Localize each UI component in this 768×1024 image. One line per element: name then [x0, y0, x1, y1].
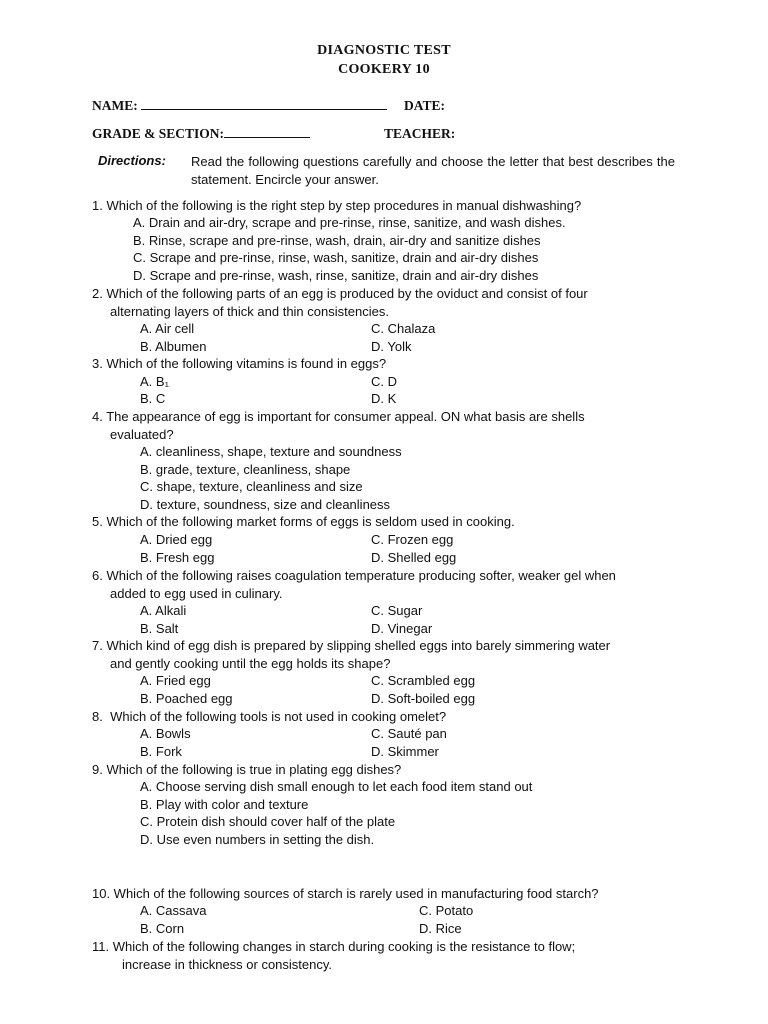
- option[interactable]: B. Play with color and texture: [140, 797, 309, 812]
- question-5: [92, 513, 676, 531]
- question-10: [92, 885, 676, 903]
- option[interactable]: C. Sauté pan: [371, 726, 447, 741]
- question-text-cont: increase in thickness or consistency.: [122, 956, 333, 972]
- option[interactable]: D. Shelled egg: [371, 550, 457, 565]
- option[interactable]: C. Protein dish should cover half of the plate: [140, 814, 396, 829]
- question-text: 11. Which of the following changes in starch during cooking is the resistance to flow;: [92, 939, 576, 954]
- option[interactable]: A. Drain and air-dry, scrape and pre-rinse, rinse, sanitize, and wash dishes.: [133, 215, 566, 230]
- option[interactable]: C. Scrape and pre-rinse, rinse, wash, sanitize, drain and air-dry dishes: [133, 250, 539, 265]
- question-2: [92, 285, 676, 320]
- question-text: 5. Which of the following market forms of eggs is seldom used in cooking.: [92, 514, 515, 529]
- option[interactable]: B. Corn: [140, 921, 185, 936]
- question-text: 6. Which of the following raises coagulation temperature producing softer, weaker gel when: [92, 568, 616, 583]
- option[interactable]: D. Yolk: [371, 339, 412, 354]
- question-text: 3. Which of the following vitamins is found in eggs?: [92, 356, 387, 371]
- option[interactable]: D. texture, soundness, size and cleanliness: [140, 497, 391, 512]
- option[interactable]: D. Vinegar: [371, 621, 433, 636]
- option[interactable]: D. Soft-boiled egg: [371, 691, 476, 706]
- option[interactable]: A. Choose serving dish small enough to let each food item stand out: [140, 779, 533, 794]
- question-6: [92, 567, 676, 602]
- option[interactable]: C. Scrambled egg: [371, 673, 476, 688]
- question-8: [92, 708, 676, 726]
- grade-section-label: GRADE & SECTION:: [92, 126, 225, 141]
- test-title: DIAGNOSTIC TEST: [317, 43, 451, 58]
- option[interactable]: C. shape, texture, cleanliness and size: [140, 479, 363, 494]
- question-7: [92, 637, 676, 672]
- option[interactable]: B. Fresh egg: [140, 550, 215, 565]
- question-9: [92, 761, 676, 779]
- option[interactable]: B. Salt: [140, 621, 179, 636]
- question-text-cont: evaluated?: [110, 426, 174, 442]
- option[interactable]: D. Skimmer: [371, 744, 439, 759]
- option[interactable]: C. D: [371, 374, 397, 389]
- subject-title: COOKERY 10: [338, 62, 430, 77]
- option[interactable]: A. Fried egg: [140, 673, 211, 688]
- option[interactable]: B. grade, texture, cleanliness, shape: [140, 462, 351, 477]
- option[interactable]: A. cleanliness, shape, texture and soundness: [140, 444, 402, 459]
- question-3: [92, 355, 676, 373]
- option[interactable]: B. Rinse, scrape and pre-rinse, wash, drain, air-dry and sanitize dishes: [133, 233, 541, 248]
- name-label: NAME:: [92, 98, 138, 113]
- teacher-label: TEACHER:: [384, 126, 456, 141]
- question-1: [92, 197, 676, 215]
- question-text: 4. The appearance of egg is important for consumer appeal. ON what basis are shells: [92, 409, 585, 424]
- directions-text: Read the following questions carefully and choose the letter that best describes the statement. Encircle your answer.: [191, 154, 675, 187]
- option[interactable]: C. Frozen egg: [371, 532, 454, 547]
- question-11: [92, 938, 676, 973]
- date-label: DATE:: [404, 98, 446, 113]
- option[interactable]: B. Albumen: [140, 339, 207, 354]
- name-blank[interactable]: [141, 98, 387, 110]
- grade-row: [92, 126, 310, 142]
- option[interactable]: D. Scrape and pre-rinse, wash, rinse, sanitize, drain and air-dry dishes: [133, 268, 539, 283]
- option[interactable]: A. Bowls: [140, 726, 191, 741]
- option[interactable]: D. Rice: [419, 921, 462, 936]
- option[interactable]: C. Sugar: [371, 603, 423, 618]
- question-text-cont: alternating layers of thick and thin consistencies.: [110, 303, 389, 319]
- option[interactable]: C. Potato: [419, 903, 474, 918]
- option[interactable]: D. Use even numbers in setting the dish.: [140, 832, 375, 847]
- grade-section-blank[interactable]: [224, 126, 310, 138]
- option[interactable]: B. Fork: [140, 744, 182, 759]
- question-text-cont: and gently cooking until the egg holds its shape?: [110, 655, 391, 671]
- option[interactable]: D. K: [371, 391, 397, 406]
- question-text: 1. Which of the following is the right step by step procedures in manual dishwashing?: [92, 198, 582, 213]
- option[interactable]: A. Dried egg: [140, 532, 213, 547]
- question-text: 10. Which of the following sources of starch is rarely used in manufacturing food starch?: [92, 886, 599, 901]
- option[interactable]: A. Air cell: [140, 321, 195, 336]
- question-text: 9. Which of the following is true in plating egg dishes?: [92, 762, 402, 777]
- question-text: 7. Which kind of egg dish is prepared by slipping shelled eggs into barely simmering water: [92, 638, 611, 653]
- directions-label: Directions:: [98, 153, 166, 168]
- question-text-cont: added to egg used in culinary.: [110, 585, 283, 601]
- question-text: 2. Which of the following parts of an egg is produced by the oviduct and consist of four: [92, 286, 588, 301]
- option[interactable]: A. Cassava: [140, 903, 207, 918]
- option[interactable]: A. Alkali: [140, 603, 187, 618]
- question-text: 8. Which of the following tools is not used in cooking omelet?: [92, 709, 447, 724]
- name-row: [92, 98, 387, 114]
- question-4: [92, 408, 676, 443]
- option[interactable]: B. Poached egg: [140, 691, 233, 706]
- option[interactable]: C. Chalaza: [371, 321, 436, 336]
- option[interactable]: A. B₁: [140, 374, 169, 389]
- option[interactable]: B. C: [140, 391, 166, 406]
